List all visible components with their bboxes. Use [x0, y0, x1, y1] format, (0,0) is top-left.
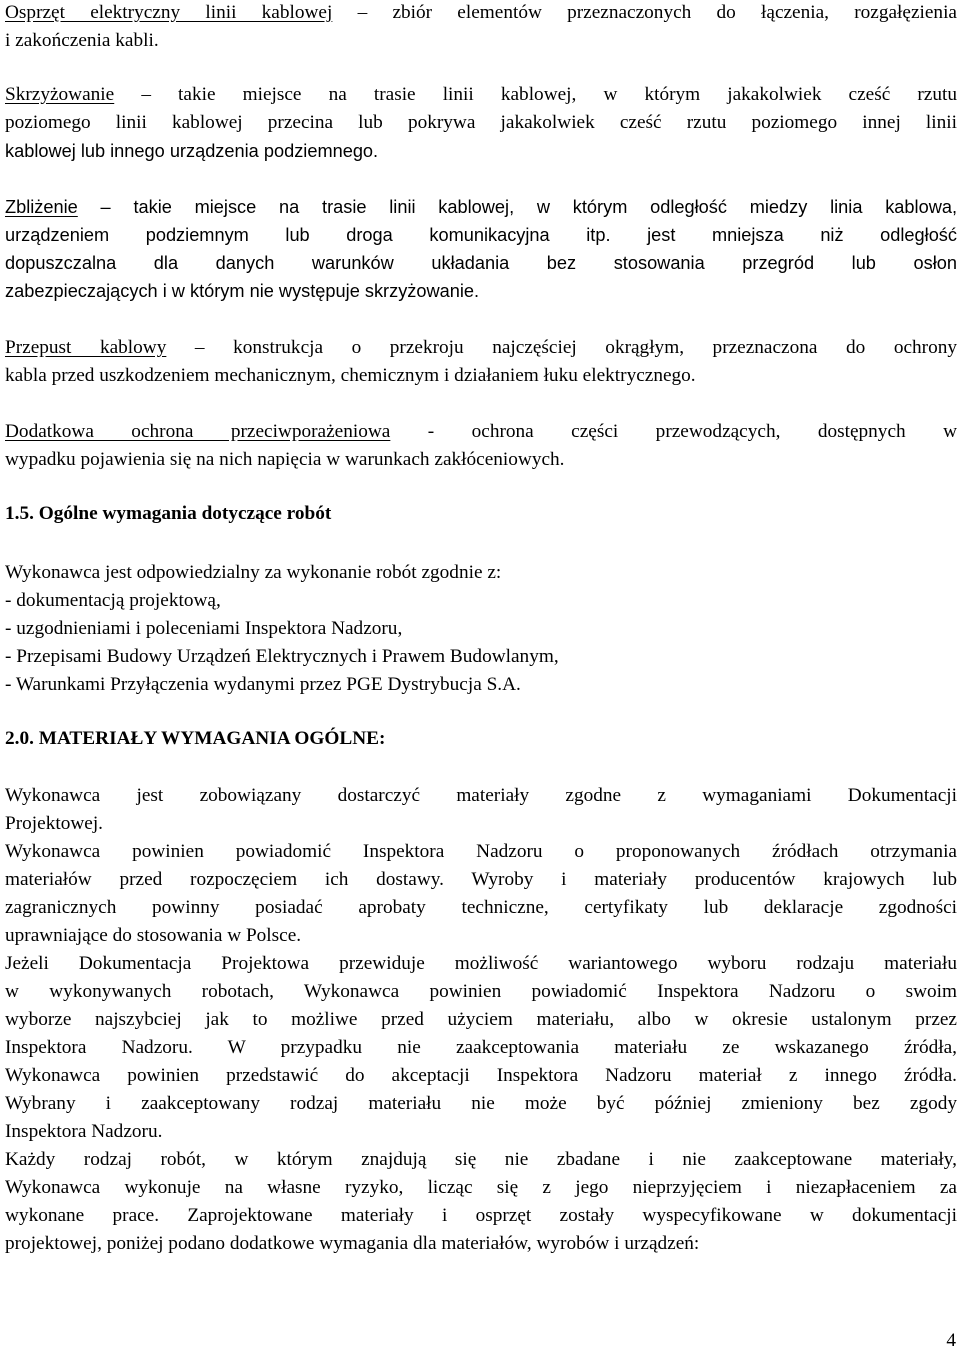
text-line: projektowej, poniżej podano dodatkowe wymagania dla materiałów, wyrobów i urządzeń: — [5, 1233, 700, 1254]
requirements-list — [5, 559, 957, 699]
term-przepust: Przepust kablowy — [5, 337, 167, 358]
materials-body — [5, 782, 957, 1258]
text-line: Wykonawca wykonuje na własne ryzyko, licząc się z jego nieprzyjęciem i niezapłaceniem za — [5, 1177, 957, 1198]
text-line: Wykonawca jest zobowiązany dostarczyć materiały zgodne z wymaganiami Dokumentacji — [5, 785, 957, 806]
text-line: zabezpieczających i w którym nie występuje skrzyżowanie. — [5, 281, 480, 301]
list-item: - Warunkami Przyłączenia wydanymi przez PGE Dystrybucja S.A. — [5, 674, 521, 695]
text-line: Każdy rodzaj robót, w którym znajdują się nie zbadane i nie zaakceptowane materiały, — [5, 1149, 957, 1170]
term-osprzet: Osprzęt elektryczny linii kablowej — [5, 2, 333, 23]
text-line: Inspektora Nadzoru. W przypadku nie zaakceptowania materiału ze wskazanego źródła, — [5, 1037, 957, 1058]
list-item: - dokumentacją projektową, — [5, 590, 221, 611]
definition-ochrona — [5, 418, 957, 474]
text-line: Projektowej. — [5, 813, 103, 834]
text-line: kablowej lub innego urządzenia podziemnego. — [5, 141, 379, 161]
definition-osprzet — [5, 0, 957, 55]
text-line: poziomego linii kablowej przecina lub pokrywa jakakolwiek cześć rzutu poziomego innej linii — [5, 112, 957, 133]
text-line: Inspektora Nadzoru. — [5, 1121, 163, 1142]
term-ochrona: Dodatkowa ochrona przeciwporażeniowa — [5, 421, 391, 442]
text-line: wypadku pojawienia się na nich napięcia w warunkach zakłóceniowych. — [5, 449, 565, 470]
text-line: Wybrany i zaakceptowany rodzaj materiału nie może być później zmieniony bez zgody — [5, 1093, 957, 1114]
definition-przepust — [5, 334, 957, 390]
term-skrzyzowanie: Skrzyżowanie — [5, 84, 115, 105]
text-line: dopuszczalna dla danych warunków układania bez stosowania przegród lub osłon — [5, 253, 957, 273]
list-item: - Przepisami Budowy Urządzeń Elektrycznych i Prawem Budowlanym, — [5, 646, 559, 667]
list-item: - uzgodnieniami i poleceniami Inspektora Nadzoru, — [5, 618, 403, 639]
text-line: uprawniające do stosowania w Polsce. — [5, 925, 302, 946]
page-number: 4 — [946, 1330, 956, 1351]
text-line: Wykonawca powinien przedstawić do akceptacji Inspektora Nadzoru materiał z innego źródła. — [5, 1065, 957, 1086]
list-intro: Wykonawca jest odpowiedzialny za wykonanie robót zgodnie z: — [5, 562, 502, 583]
text-line: wykonane prace. Zaprojektowane materiały i osprzęt zostały wyspecyfikowane w dokumentacji — [5, 1205, 957, 1226]
text-line: materiałów przed rozpoczęciem ich dostawy. Wyroby i materiały producentów krajowych lub — [5, 869, 957, 890]
definition-text: – takie miejsce na trasie linii kablowej, w którym odległość miedzy linia kablowa, — [77, 197, 957, 217]
term-zblizenie: Zbliżenie — [5, 197, 78, 217]
definition-zblizenie — [5, 193, 957, 305]
definition-text: – konstrukcja o przekroju najczęściej okrągłym, przeznaczona do ochrony — [166, 337, 957, 358]
definition-text: – zbiór elementów przeznaczonych do łączenia, rozgałęzienia — [332, 2, 957, 23]
text-line: urządzeniem podziemnym lub droga komunikacyjna itp. jest mniejsza niż odległość — [5, 225, 957, 245]
text-line: Jeżeli Dokumentacja Projektowa przewiduje możliwość wariantowego wyboru rodzaju materiału — [5, 953, 957, 974]
definition-text: – takie miejsce na trasie linii kablowej, w którym jakakolwiek cześć rzutu — [114, 84, 957, 105]
text-line: wyborze najszybciej jak to możliwe przed użyciem materiału, albo w okresie ustalonym przez — [5, 1009, 957, 1030]
text-line: zagranicznych powinny posiadać aprobaty techniczne, certyfikaty lub deklaracje zgodności — [5, 897, 957, 918]
text-line: i zakończenia kabli. — [5, 30, 159, 51]
definition-text: - ochrona części przewodzących, dostępnych w — [390, 421, 957, 442]
text-line: w wykonywanych robotach, Wykonawca powinien powiadomić Inspektora Nadzoru o swoim — [5, 981, 957, 1002]
text-line: kabla przed uszkodzeniem mechanicznym, chemicznym i działaniem łuku elektrycznego. — [5, 365, 696, 386]
section-heading-2-0: 2.0. MATERIAŁY WYMAGANIA OGÓLNE: — [5, 728, 386, 749]
text-line: Wykonawca powinien powiadomić Inspektora Nadzoru o proponowanych źródłach otrzymania — [5, 841, 957, 862]
definition-skrzyzowanie — [5, 81, 957, 165]
section-heading-1-5: 1.5. Ogólne wymagania dotyczące robót — [5, 503, 332, 524]
